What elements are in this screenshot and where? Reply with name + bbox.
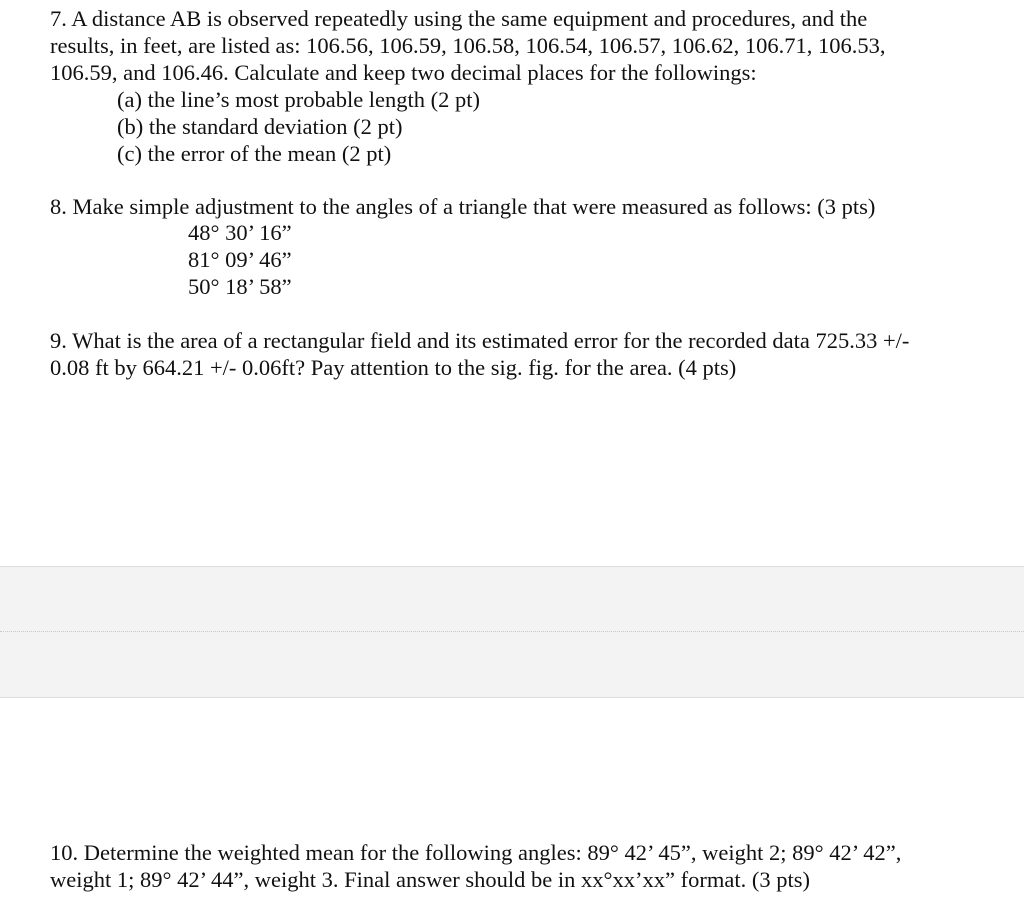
question-10-line-1: 10. Determine the weighted mean for the following angles: 89° 42’ 45”, weight 2; 89° 42’ 42”, bbox=[50, 840, 902, 865]
question-7-line-1: 7. A distance AB is observed repeatedly using the same equipment and procedures, and the bbox=[50, 6, 868, 31]
page-break-divider bbox=[0, 631, 1024, 632]
question-7-line-3: 106.59, and 106.46. Calculate and keep two decimal places for the followings: bbox=[50, 60, 757, 85]
question-7-part-a: (a) the line’s most probable length (2 pt) bbox=[117, 87, 481, 112]
question-8-angle-2: 81° 09’ 46” bbox=[188, 247, 292, 272]
question-7-line-2: results, in feet, are listed as: 106.56, 106.59, 106.58, 106.54, 106.57, 106.62, 106.71, 106.53, bbox=[50, 33, 886, 58]
question-10-line-2: weight 1; 89° 42’ 44”, weight 3. Final answer should be in xx°xx’xx” format. (3 pts) bbox=[50, 867, 810, 892]
question-8-text: 8. Make simple adjustment to the angles of a triangle that were measured as follows: (3 pts) bbox=[50, 194, 876, 219]
question-7-part-b: (b) the standard deviation (2 pt) bbox=[117, 114, 403, 139]
page-break-band bbox=[0, 566, 1024, 698]
question-8-angle-3: 50° 18’ 58” bbox=[188, 274, 292, 299]
question-7-part-c: (c) the error of the mean (2 pt) bbox=[117, 141, 392, 166]
question-8-angle-1: 48° 30’ 16” bbox=[188, 220, 292, 245]
question-9-line-2: 0.08 ft by 664.21 +/- 0.06ft? Pay attention to the sig. fig. for the area. (4 pts) bbox=[50, 355, 737, 380]
question-9-line-1: 9. What is the area of a rectangular field and its estimated error for the recorded data 725.33 +/- bbox=[50, 328, 910, 353]
